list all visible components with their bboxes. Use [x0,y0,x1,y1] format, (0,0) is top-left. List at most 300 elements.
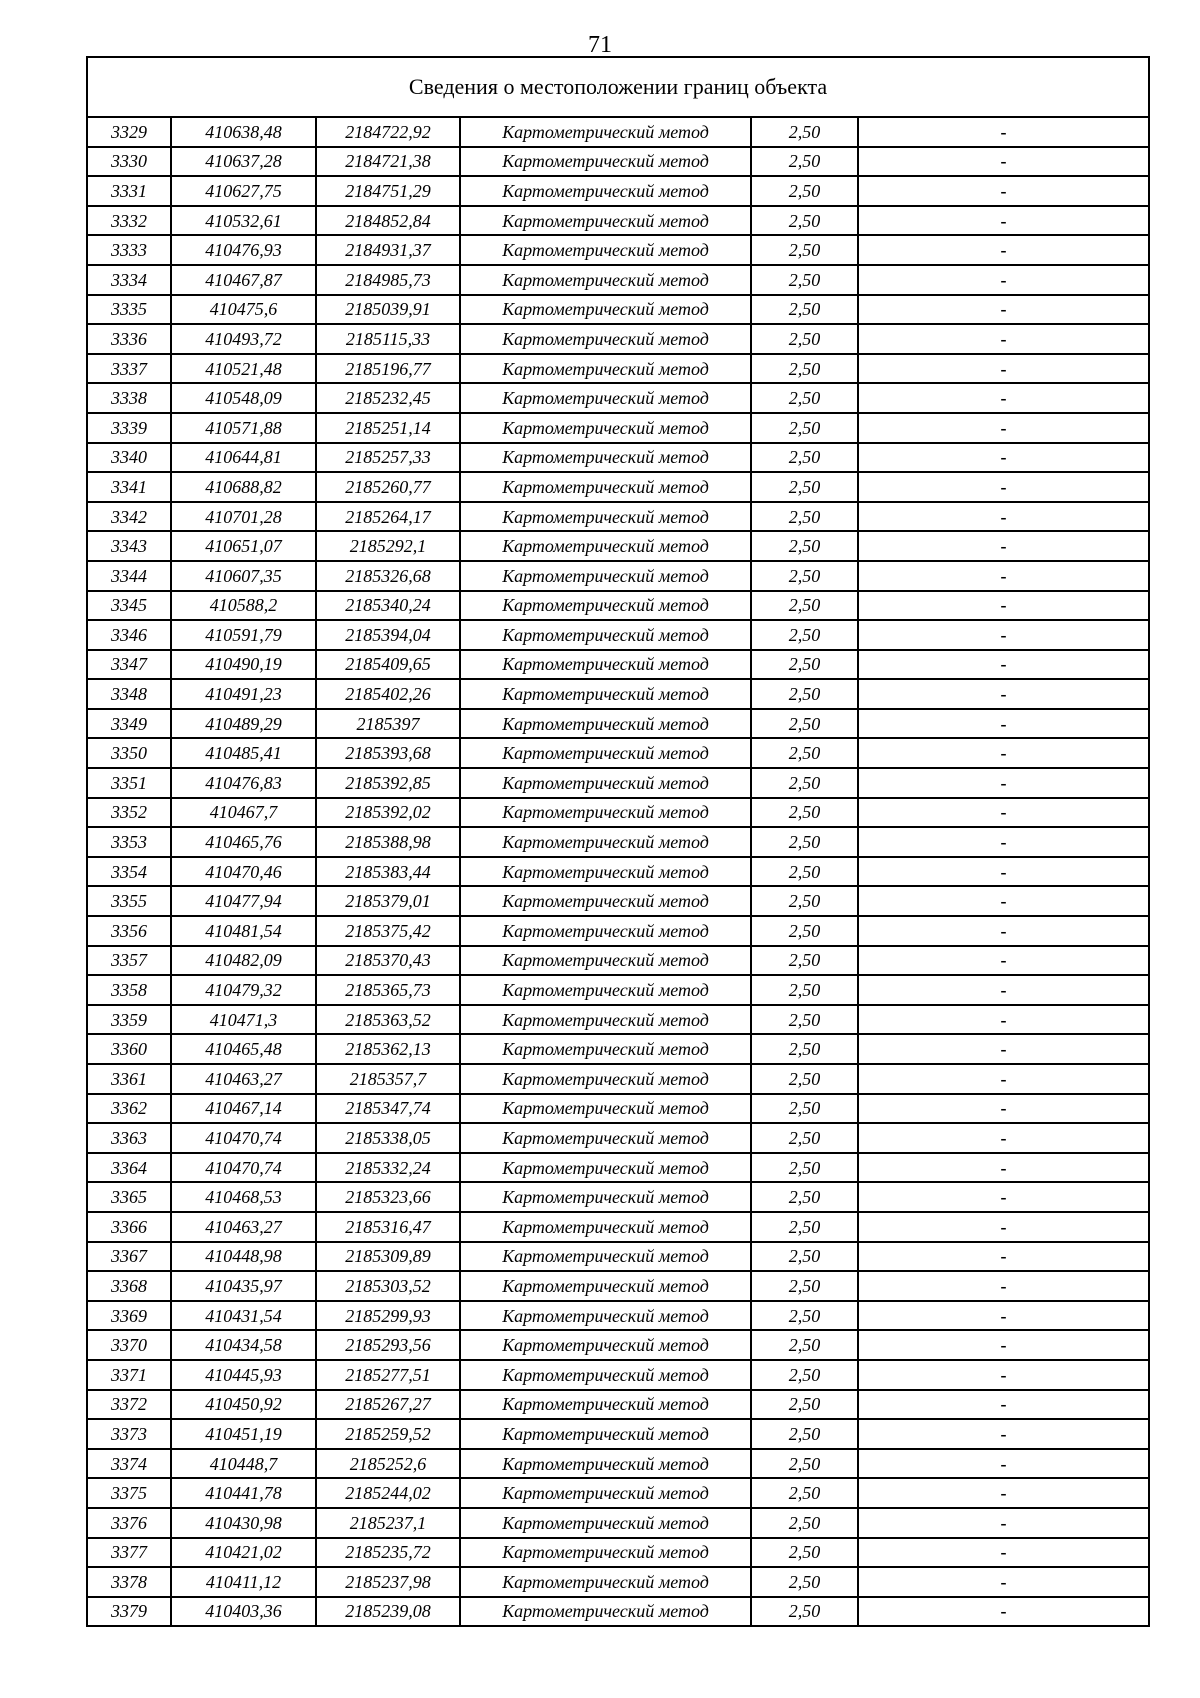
x-coordinate-cell: 410467,87 [171,265,316,295]
table-row [87,1034,1149,1064]
accuracy-cell: 2,50 [751,1449,858,1479]
accuracy-cell: 2,50 [751,1242,858,1272]
accuracy-cell: 2,50 [751,1034,858,1064]
x-coordinate-cell: 410532,61 [171,206,316,236]
method-cell: Картометрический метод [460,295,751,325]
y-coordinate-cell: 2185232,45 [316,383,460,413]
accuracy-cell: 2,50 [751,1567,858,1597]
point-number-cell: 3343 [87,531,171,561]
method-cell: Картометрический метод [460,768,751,798]
y-coordinate-cell: 2184722,92 [316,117,460,147]
x-coordinate-cell: 410465,76 [171,827,316,857]
y-coordinate-cell: 2185299,93 [316,1301,460,1331]
description-cell: - [858,1330,1149,1360]
x-coordinate-cell: 410471,3 [171,1005,316,1035]
y-coordinate-cell: 2185237,1 [316,1508,460,1538]
method-cell: Картометрический метод [460,738,751,768]
table-row [87,383,1149,413]
table-row [87,827,1149,857]
y-coordinate-cell: 2185340,24 [316,591,460,621]
boundary-coordinates-table [86,56,1150,1627]
point-number-cell: 3349 [87,709,171,739]
accuracy-cell: 2,50 [751,1182,858,1212]
method-cell: Картометрический метод [460,235,751,265]
x-coordinate-cell: 410548,09 [171,383,316,413]
table-row [87,916,1149,946]
table-row [87,798,1149,828]
table-row [87,857,1149,887]
accuracy-cell: 2,50 [751,1330,858,1360]
accuracy-cell: 2,50 [751,1390,858,1420]
description-cell: - [858,1390,1149,1420]
x-coordinate-cell: 410445,93 [171,1360,316,1390]
accuracy-cell: 2,50 [751,561,858,591]
method-cell: Картометрический метод [460,1212,751,1242]
point-number-cell: 3376 [87,1508,171,1538]
x-coordinate-cell: 410475,6 [171,295,316,325]
method-cell: Картометрический метод [460,916,751,946]
method-cell: Картометрический метод [460,117,751,147]
x-coordinate-cell: 410467,14 [171,1094,316,1124]
y-coordinate-cell: 2185303,52 [316,1271,460,1301]
accuracy-cell: 2,50 [751,502,858,532]
point-number-cell: 3371 [87,1360,171,1390]
accuracy-cell: 2,50 [751,886,858,916]
method-cell: Картометрический метод [460,1538,751,1568]
method-cell: Картометрический метод [460,1182,751,1212]
table-row [87,206,1149,236]
y-coordinate-cell: 2185397 [316,709,460,739]
table-row [87,531,1149,561]
table-row [87,443,1149,473]
method-cell: Картометрический метод [460,1449,751,1479]
accuracy-cell: 2,50 [751,1212,858,1242]
table-row [87,1212,1149,1242]
description-cell: - [858,1212,1149,1242]
point-number-cell: 3329 [87,117,171,147]
x-coordinate-cell: 410627,75 [171,176,316,206]
accuracy-cell: 2,50 [751,738,858,768]
point-number-cell: 3368 [87,1271,171,1301]
table-row [87,1478,1149,1508]
table-row [87,946,1149,976]
accuracy-cell: 2,50 [751,413,858,443]
description-cell: - [858,502,1149,532]
table-row [87,1005,1149,1035]
accuracy-cell: 2,50 [751,1094,858,1124]
x-coordinate-cell: 410441,78 [171,1478,316,1508]
point-number-cell: 3332 [87,206,171,236]
point-number-cell: 3354 [87,857,171,887]
y-coordinate-cell: 2185326,68 [316,561,460,591]
x-coordinate-cell: 410651,07 [171,531,316,561]
x-coordinate-cell: 410637,28 [171,147,316,177]
point-number-cell: 3358 [87,975,171,1005]
y-coordinate-cell: 2185039,91 [316,295,460,325]
point-number-cell: 3375 [87,1478,171,1508]
point-number-cell: 3369 [87,1301,171,1331]
accuracy-cell: 2,50 [751,768,858,798]
x-coordinate-cell: 410403,36 [171,1597,316,1627]
table-row [87,472,1149,502]
description-cell: - [858,591,1149,621]
x-coordinate-cell: 410491,23 [171,679,316,709]
point-number-cell: 3348 [87,679,171,709]
table-row [87,235,1149,265]
table-row [87,975,1149,1005]
x-coordinate-cell: 410490,19 [171,650,316,680]
point-number-cell: 3350 [87,738,171,768]
point-number-cell: 3351 [87,768,171,798]
method-cell: Картометрический метод [460,206,751,236]
method-cell: Картометрический метод [460,1242,751,1272]
description-cell: - [858,117,1149,147]
y-coordinate-cell: 2185309,89 [316,1242,460,1272]
x-coordinate-cell: 410571,88 [171,413,316,443]
accuracy-cell: 2,50 [751,1123,858,1153]
accuracy-cell: 2,50 [751,1597,858,1627]
accuracy-cell: 2,50 [751,1271,858,1301]
accuracy-cell: 2,50 [751,472,858,502]
accuracy-cell: 2,50 [751,235,858,265]
x-coordinate-cell: 410448,7 [171,1449,316,1479]
y-coordinate-cell: 2185277,51 [316,1360,460,1390]
x-coordinate-cell: 410485,41 [171,738,316,768]
method-cell: Картометрический метод [460,1123,751,1153]
method-cell: Картометрический метод [460,1153,751,1183]
table-row [87,1508,1149,1538]
method-cell: Картометрический метод [460,591,751,621]
accuracy-cell: 2,50 [751,265,858,295]
x-coordinate-cell: 410644,81 [171,443,316,473]
description-cell: - [858,443,1149,473]
y-coordinate-cell: 2185323,66 [316,1182,460,1212]
y-coordinate-cell: 2185115,33 [316,324,460,354]
accuracy-cell: 2,50 [751,650,858,680]
y-coordinate-cell: 2184931,37 [316,235,460,265]
table-row [87,117,1149,147]
table-row [87,679,1149,709]
point-number-cell: 3366 [87,1212,171,1242]
description-cell: - [858,1242,1149,1272]
y-coordinate-cell: 2185259,52 [316,1419,460,1449]
point-number-cell: 3353 [87,827,171,857]
y-coordinate-cell: 2185196,77 [316,354,460,384]
y-coordinate-cell: 2185370,43 [316,946,460,976]
description-cell: - [858,1508,1149,1538]
point-number-cell: 3363 [87,1123,171,1153]
y-coordinate-cell: 2185393,68 [316,738,460,768]
point-number-cell: 3340 [87,443,171,473]
table-row [87,620,1149,650]
x-coordinate-cell: 410465,48 [171,1034,316,1064]
point-number-cell: 3378 [87,1567,171,1597]
method-cell: Картометрический метод [460,472,751,502]
accuracy-cell: 2,50 [751,324,858,354]
description-cell: - [858,413,1149,443]
table-row [87,1567,1149,1597]
method-cell: Картометрический метод [460,857,751,887]
table-row [87,561,1149,591]
description-cell: - [858,265,1149,295]
description-cell: - [858,295,1149,325]
table-row [87,1390,1149,1420]
table-title: Сведения о местоположении границ объекта [87,57,1149,117]
table-row [87,1597,1149,1627]
y-coordinate-cell: 2184852,84 [316,206,460,236]
x-coordinate-cell: 410431,54 [171,1301,316,1331]
table-row [87,1242,1149,1272]
y-coordinate-cell: 2184721,38 [316,147,460,177]
method-cell: Картометрический метод [460,1005,751,1035]
method-cell: Картометрический метод [460,1478,751,1508]
x-coordinate-cell: 410481,54 [171,916,316,946]
table-row [87,147,1149,177]
description-cell: - [858,1419,1149,1449]
table-row [87,591,1149,621]
x-coordinate-cell: 410411,12 [171,1567,316,1597]
x-coordinate-cell: 410463,27 [171,1064,316,1094]
method-cell: Картометрический метод [460,1508,751,1538]
y-coordinate-cell: 2185239,08 [316,1597,460,1627]
y-coordinate-cell: 2185332,24 [316,1153,460,1183]
method-cell: Картометрический метод [460,561,751,591]
point-number-cell: 3345 [87,591,171,621]
point-number-cell: 3337 [87,354,171,384]
y-coordinate-cell: 2185388,98 [316,827,460,857]
y-coordinate-cell: 2185347,74 [316,1094,460,1124]
description-cell: - [858,1360,1149,1390]
table-row [87,738,1149,768]
accuracy-cell: 2,50 [751,1005,858,1035]
method-cell: Картометрический метод [460,383,751,413]
table-row [87,1182,1149,1212]
description-cell: - [858,1301,1149,1331]
x-coordinate-cell: 410521,48 [171,354,316,384]
description-cell: - [858,650,1149,680]
description-cell: - [858,886,1149,916]
accuracy-cell: 2,50 [751,354,858,384]
method-cell: Картометрический метод [460,975,751,1005]
x-coordinate-cell: 410430,98 [171,1508,316,1538]
x-coordinate-cell: 410607,35 [171,561,316,591]
method-cell: Картометрический метод [460,265,751,295]
description-cell: - [858,1094,1149,1124]
description-cell: - [858,827,1149,857]
method-cell: Картометрический метод [460,620,751,650]
y-coordinate-cell: 2185235,72 [316,1538,460,1568]
point-number-cell: 3333 [87,235,171,265]
y-coordinate-cell: 2185365,73 [316,975,460,1005]
accuracy-cell: 2,50 [751,117,858,147]
y-coordinate-cell: 2185402,26 [316,679,460,709]
accuracy-cell: 2,50 [751,916,858,946]
y-coordinate-cell: 2185362,13 [316,1034,460,1064]
point-number-cell: 3347 [87,650,171,680]
y-coordinate-cell: 2185379,01 [316,886,460,916]
y-coordinate-cell: 2185392,85 [316,768,460,798]
description-cell: - [858,620,1149,650]
description-cell: - [858,1478,1149,1508]
method-cell: Картометрический метод [460,1301,751,1331]
x-coordinate-cell: 410479,32 [171,975,316,1005]
point-number-cell: 3346 [87,620,171,650]
method-cell: Картометрический метод [460,1360,751,1390]
point-number-cell: 3374 [87,1449,171,1479]
description-cell: - [858,975,1149,1005]
y-coordinate-cell: 2185267,27 [316,1390,460,1420]
y-coordinate-cell: 2185293,56 [316,1330,460,1360]
method-cell: Картометрический метод [460,502,751,532]
point-number-cell: 3338 [87,383,171,413]
point-number-cell: 3341 [87,472,171,502]
point-number-cell: 3339 [87,413,171,443]
method-cell: Картометрический метод [460,827,751,857]
table-row [87,176,1149,206]
description-cell: - [858,1449,1149,1479]
x-coordinate-cell: 410701,28 [171,502,316,532]
accuracy-cell: 2,50 [751,1301,858,1331]
description-cell: - [858,1005,1149,1035]
y-coordinate-cell: 2184751,29 [316,176,460,206]
accuracy-cell: 2,50 [751,147,858,177]
method-cell: Картометрический метод [460,1330,751,1360]
accuracy-cell: 2,50 [751,827,858,857]
table-row [87,1123,1149,1153]
point-number-cell: 3331 [87,176,171,206]
accuracy-cell: 2,50 [751,1064,858,1094]
table-row [87,1271,1149,1301]
description-cell: - [858,206,1149,236]
table-row [87,1094,1149,1124]
description-cell: - [858,561,1149,591]
method-cell: Картометрический метод [460,413,751,443]
description-cell: - [858,857,1149,887]
table-row [87,1449,1149,1479]
y-coordinate-cell: 2185237,98 [316,1567,460,1597]
accuracy-cell: 2,50 [751,1360,858,1390]
table-row [87,502,1149,532]
description-cell: - [858,1123,1149,1153]
point-number-cell: 3379 [87,1597,171,1627]
point-number-cell: 3334 [87,265,171,295]
method-cell: Картометрический метод [460,176,751,206]
point-number-cell: 3352 [87,798,171,828]
point-number-cell: 3356 [87,916,171,946]
point-number-cell: 3373 [87,1419,171,1449]
description-cell: - [858,1034,1149,1064]
x-coordinate-cell: 410476,83 [171,768,316,798]
description-cell: - [858,946,1149,976]
x-coordinate-cell: 410448,98 [171,1242,316,1272]
y-coordinate-cell: 2185363,52 [316,1005,460,1035]
point-number-cell: 3342 [87,502,171,532]
method-cell: Картометрический метод [460,709,751,739]
x-coordinate-cell: 410421,02 [171,1538,316,1568]
method-cell: Картометрический метод [460,1064,751,1094]
accuracy-cell: 2,50 [751,383,858,413]
point-number-cell: 3335 [87,295,171,325]
point-number-cell: 3360 [87,1034,171,1064]
table-row [87,413,1149,443]
accuracy-cell: 2,50 [751,1478,858,1508]
method-cell: Картометрический метод [460,147,751,177]
table-row [87,1360,1149,1390]
description-cell: - [858,916,1149,946]
x-coordinate-cell: 410588,2 [171,591,316,621]
description-cell: - [858,798,1149,828]
table-title-row [87,57,1149,117]
accuracy-cell: 2,50 [751,295,858,325]
point-number-cell: 3377 [87,1538,171,1568]
accuracy-cell: 2,50 [751,857,858,887]
point-number-cell: 3372 [87,1390,171,1420]
point-number-cell: 3355 [87,886,171,916]
x-coordinate-cell: 410476,93 [171,235,316,265]
page-number: 71 [588,32,612,58]
method-cell: Картометрический метод [460,1390,751,1420]
y-coordinate-cell: 2185264,17 [316,502,460,532]
description-cell: - [858,1567,1149,1597]
description-cell: - [858,768,1149,798]
method-cell: Картометрический метод [460,946,751,976]
table-row [87,709,1149,739]
description-cell: - [858,1064,1149,1094]
table-row [87,768,1149,798]
x-coordinate-cell: 410451,19 [171,1419,316,1449]
table-row [87,650,1149,680]
accuracy-cell: 2,50 [751,975,858,1005]
point-number-cell: 3357 [87,946,171,976]
accuracy-cell: 2,50 [751,591,858,621]
point-number-cell: 3330 [87,147,171,177]
accuracy-cell: 2,50 [751,1153,858,1183]
point-number-cell: 3364 [87,1153,171,1183]
y-coordinate-cell: 2185252,6 [316,1449,460,1479]
x-coordinate-cell: 410467,7 [171,798,316,828]
table-row [87,295,1149,325]
table-row [87,1538,1149,1568]
y-coordinate-cell: 2185316,47 [316,1212,460,1242]
accuracy-cell: 2,50 [751,946,858,976]
accuracy-cell: 2,50 [751,1538,858,1568]
point-number-cell: 3336 [87,324,171,354]
method-cell: Картометрический метод [460,679,751,709]
table-row [87,886,1149,916]
x-coordinate-cell: 410489,29 [171,709,316,739]
y-coordinate-cell: 2185251,14 [316,413,460,443]
x-coordinate-cell: 410477,94 [171,886,316,916]
x-coordinate-cell: 410435,97 [171,1271,316,1301]
x-coordinate-cell: 410463,27 [171,1212,316,1242]
method-cell: Картометрический метод [460,443,751,473]
x-coordinate-cell: 410470,74 [171,1123,316,1153]
method-cell: Картометрический метод [460,531,751,561]
y-coordinate-cell: 2185357,7 [316,1064,460,1094]
method-cell: Картометрический метод [460,1567,751,1597]
accuracy-cell: 2,50 [751,679,858,709]
accuracy-cell: 2,50 [751,709,858,739]
method-cell: Картометрический метод [460,1034,751,1064]
point-number-cell: 3344 [87,561,171,591]
x-coordinate-cell: 410470,74 [171,1153,316,1183]
method-cell: Картометрический метод [460,798,751,828]
description-cell: - [858,709,1149,739]
method-cell: Картометрический метод [460,354,751,384]
x-coordinate-cell: 410688,82 [171,472,316,502]
y-coordinate-cell: 2185409,65 [316,650,460,680]
method-cell: Картометрический метод [460,1597,751,1627]
